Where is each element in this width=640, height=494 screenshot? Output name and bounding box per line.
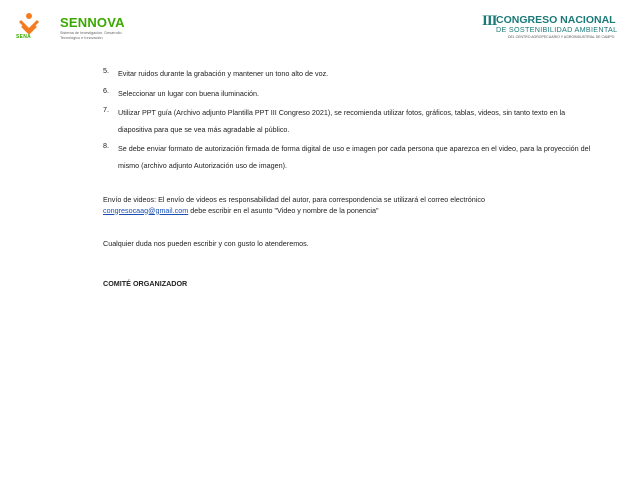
submission-paragraph: [103, 195, 593, 216]
congress-roman-numeral: III: [482, 13, 497, 29]
list-text: Evitar ruidos durante la grabación y mantener un tono alto de voz.: [118, 69, 329, 78]
congress-logo: [482, 13, 630, 41]
contact-note: Cualquier duda nos pueden escribir y con gusto lo atenderemos.: [103, 239, 309, 248]
sennova-subtitle: Sistema de Investigación, Desarrollo Tecnológico e Innovación: [60, 31, 122, 40]
instruction-list: [103, 66, 593, 174]
document-body: [103, 66, 593, 288]
list-number: 8.: [103, 141, 109, 150]
congress-organizer: DEL CENTRO AGROPECUARIO Y AGROINDUSTRIAL DE CAMPO: [508, 35, 615, 39]
list-text: Seleccionar un lugar con buena iluminación.: [118, 88, 260, 98]
list-item: [103, 86, 593, 103]
list-item: [103, 141, 593, 174]
submission-suffix: debe escribir en el asunto "Video y nombre de la ponencia": [188, 205, 379, 215]
congress-subtitle: DE SOSTENIBILIDAD AMBIENTAL: [496, 25, 618, 34]
list-text: Utilizar PPT guía (Archivo adjunto Plantilla PPT III Congreso 2021), se recomienda utilizar fotos, gráficos, tablas, videos, sin tanto texto en la diapositiva para que se vea más agradable al público.: [118, 108, 566, 134]
submission-intro: Envío de videos: El envío de videos es responsabilidad del autor, para correspondencia se utilizará el correo electrónico: [103, 195, 485, 204]
list-number: 6.: [103, 85, 109, 95]
list-number: 5.: [103, 66, 109, 75]
list-item: [103, 66, 593, 83]
sennova-wordmark: SENNOVA: [60, 15, 125, 30]
email-link[interactable]: congresocaag@gmail.com: [103, 205, 189, 215]
signoff: COMITÉ ORGANIZADOR: [103, 279, 188, 288]
sena-wordmark: SENA: [16, 34, 32, 40]
congress-title: CONGRESO NACIONAL: [496, 14, 616, 26]
list-item: [103, 105, 593, 138]
list-text: Se debe enviar formato de autorización firmada de forma digital de uso e imagen por cada persona que aparezca en el video, para la proyección del mismo (archivo adjunto Autorización uso de imagen).: [118, 144, 591, 170]
list-number: 7.: [103, 105, 109, 114]
